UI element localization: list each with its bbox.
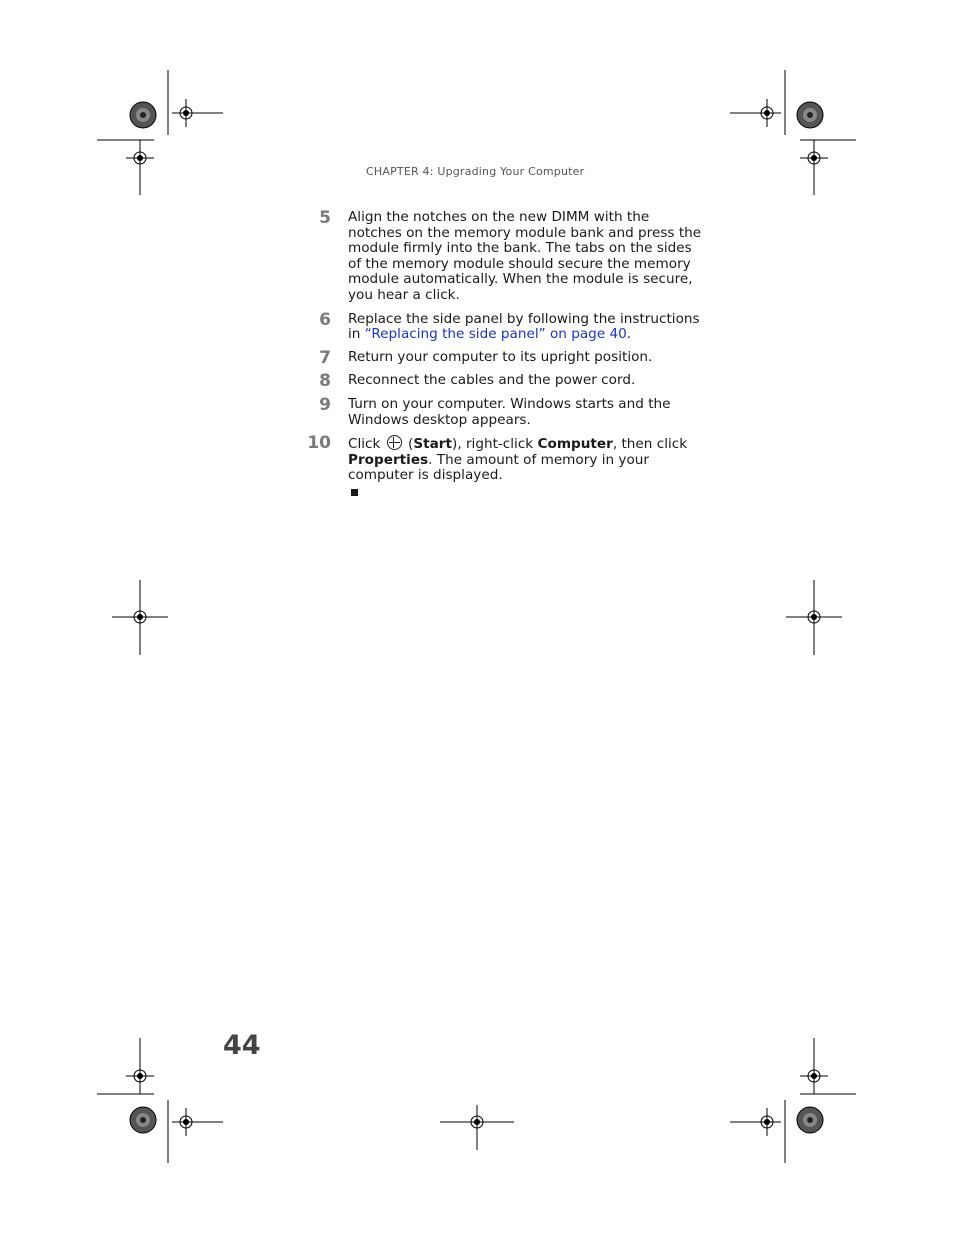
page-number: 44 [223,1030,261,1061]
step-text-then: , then click [612,436,688,453]
step-number: 5 [319,208,331,228]
step-text: Align the notches on the new DIMM with the notches on the memory module bank and press the module firmly into the bank. The tabs on the sides of the memory module should secure the memory module automatically. When the module is secure, you hear a click. [348,209,702,303]
step-10 [305,435,705,484]
step-text-mid: ), right-click [452,436,538,453]
end-of-section-marker [351,489,358,496]
step-text-end: . [626,326,632,343]
step-number: 7 [319,347,331,368]
computer-label: Computer [537,436,613,453]
step-number: 6 [319,309,331,330]
step-text-end: . The amount of memory in your computer is displayed. [348,451,649,484]
windows-start-icon [387,435,402,450]
step-5 [305,210,705,304]
chapter-header: CHAPTER 4: Upgrading Your Computer [366,165,585,178]
replacing-side-panel-link[interactable]: “Replacing the side panel” on page 40 [364,326,627,343]
step-text: Click [348,436,385,453]
properties-label: Properties [348,451,429,468]
step-text: Replace the side panel by following the instructions in [348,310,700,343]
step-number: 9 [319,394,331,415]
step-9 [305,394,705,428]
step-text: Return your computer to its upright position. [348,348,653,365]
step-6 [305,309,705,343]
step-7 [305,347,705,368]
step-8 [305,371,705,392]
start-label: Start [413,436,453,453]
step-number: 10 [307,433,331,454]
paren-open: ( [403,436,414,453]
step-text: Turn on your computer. Windows starts and the Windows desktop appears. [348,395,671,428]
step-number: 8 [319,371,331,392]
instruction-steps [305,208,705,484]
step-text: Reconnect the cables and the power cord. [348,372,636,389]
